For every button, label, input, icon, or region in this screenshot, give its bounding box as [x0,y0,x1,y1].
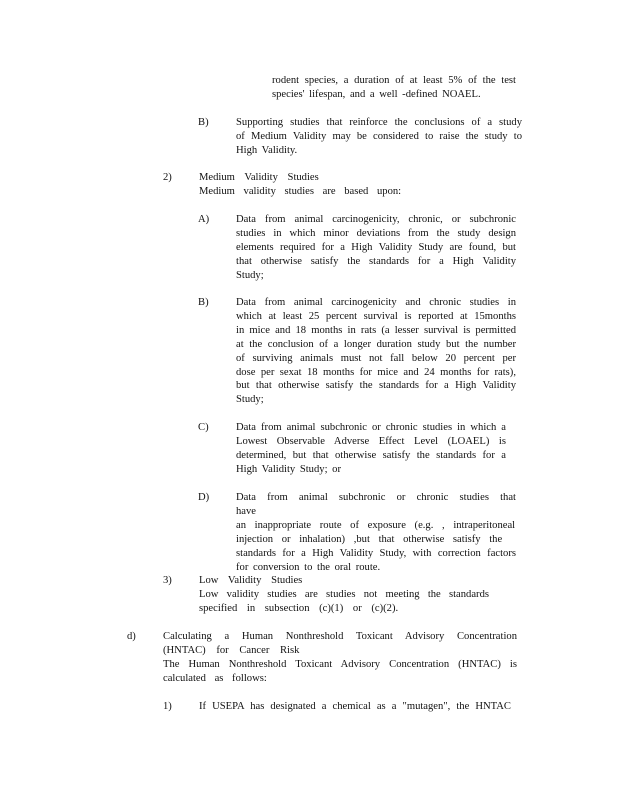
section-2-label: 2) [163,172,172,183]
section-d1-text [199,700,511,714]
text-line: Study; [236,269,264,281]
section-3-label: 3) [163,575,172,586]
section-2-heading: Medium Validity Studies [199,172,319,183]
section-2-heading-block [199,171,519,199]
section-2-item-c-text [236,421,506,477]
section-2-item-c-label: C) [198,422,209,433]
text-line: of Medium Validity may be considered to raise the study to [236,130,522,142]
text-line: standards for a High Validity Study, with correction factors [236,547,516,559]
text-line: at the conclusion of a longer duration study but the number [236,338,516,350]
text-line: in mice and 18 months in rats (a lesser survival is permitted [236,324,516,336]
text-line: Data from animal carcinogenicity, chronic, or subchronic [236,214,516,225]
section-2-item-a-label: A) [198,214,210,225]
text-line: Study; [236,394,264,406]
text-line: injection or inhalation) ,but that otherwise satisfy the [236,533,503,545]
text-line: an inappropriate route of exposure (e.g. , intraperitoneal [236,519,516,531]
section-2-item-a-text [236,213,516,283]
text-line: Low validity studies are studies not meeting the standards [199,588,489,600]
text-line: determined, but that otherwise satisfy the standards for a [236,449,506,461]
section-d-heading-line: (HNTAC) for Cancer Risk [163,644,300,656]
text-line: that otherwise satisfy the standards for a High Validity [236,255,516,267]
section-2-intro: Medium validity studies are based upon: [199,185,402,197]
text-line: but that otherwise satisfy the standards for a High Validity [236,380,516,392]
intro-line: rodent species, a duration of at least 5% of the test [272,75,516,86]
text-line: If USEPA has designated a chemical as a "mutagen", the HNTAC [199,701,511,712]
text-line: studies in which minor deviations from the study design [236,227,516,239]
text-line: calculated as follows: [163,672,267,684]
text-line: Lowest Observable Adverse Effect Level (LOAEL) is [236,435,506,447]
text-line: dose per sexat 18 months for mice and 24 months for rats), [236,366,516,378]
text-line: Data from animal subchronic or chronic studies in which a [236,422,506,433]
item-b-high-text [236,116,522,158]
text-line: High Validity Study; or [236,463,341,475]
section-2-item-b-label: B) [198,297,209,308]
section-2-item-d-text [236,491,516,574]
item-b-high-label: B) [198,117,209,128]
text-line: for conversion to the oral route. [236,561,381,573]
text-line: specified in subsection (c)(1) or (c)(2). [199,602,399,614]
section-d-label: d) [127,631,136,642]
text-line: of surviving animals must not fall below 20 percent per [236,352,516,364]
section-d-text [163,630,517,686]
intro-line: species' lifespan, and a well -defined NOAEL. [272,88,481,100]
text-line: The Human Nonthreshold Toxicant Advisory Concentration (HNTAC) is [163,658,517,670]
section-3-heading: Low Validity Studies [199,575,303,586]
text-line: Supporting studies that reinforce the conclusions of a study [236,117,522,128]
text-line: High Validity. [236,144,298,156]
text-line: which at least 25 percent survival is reported at 15months [236,310,516,322]
section-d1-label: 1) [163,701,172,712]
text-line: elements required for a High Validity Study are found, but [236,241,516,253]
section-d-heading-line: Calculating a Human Nonthreshold Toxicant Advisory Concentration [163,631,517,642]
section-3-text [199,574,489,616]
text-line: Data from animal subchronic or chronic studies that have [236,492,516,517]
section-2-item-b-text [236,296,516,407]
intro-paragraph [272,74,516,102]
text-line: Data from animal carcinogenicity and chronic studies in [236,297,516,308]
section-2-item-d-label: D) [198,492,210,503]
